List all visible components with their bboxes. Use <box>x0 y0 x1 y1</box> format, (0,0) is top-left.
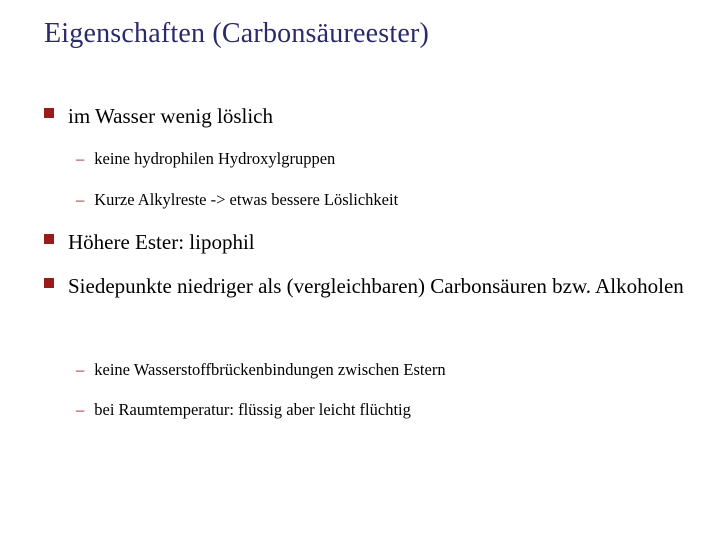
bullet-text: Höhere Ester: lipophil <box>68 230 255 254</box>
sub-bullet-item <box>76 190 398 210</box>
square-bullet-icon <box>44 278 54 288</box>
bullet-text: Siedepunkte niedriger als (vergleichbaren) Carbonsäuren bzw. Alkoholen <box>68 274 684 298</box>
square-bullet-icon <box>44 108 54 118</box>
dash-bullet-icon: – <box>76 360 85 379</box>
sub-bullet-item <box>76 360 446 380</box>
dash-bullet-icon: – <box>76 149 85 168</box>
dash-bullet-icon: – <box>76 190 85 209</box>
bullet-text: im Wasser wenig löslich <box>68 104 273 128</box>
bullet-item <box>44 270 684 304</box>
slide-title: Eigenschaften (Carbonsäureester) <box>44 18 430 49</box>
bullet-item <box>44 100 684 134</box>
dash-bullet-icon: – <box>76 400 85 419</box>
sub-bullet-item <box>76 149 335 169</box>
sub-bullet-text: keine Wasserstoffbrückenbindungen zwischen Estern <box>94 360 446 379</box>
sub-bullet-item <box>76 400 411 420</box>
sub-bullet-text: bei Raumtemperatur: flüssig aber leicht flüchtig <box>94 400 411 419</box>
sub-bullet-text: keine hydrophilen Hydroxylgruppen <box>94 149 336 168</box>
square-bullet-icon <box>44 234 54 244</box>
sub-bullet-text: Kurze Alkylreste -> etwas bessere Löslichkeit <box>94 190 399 209</box>
bullet-item <box>44 226 684 260</box>
